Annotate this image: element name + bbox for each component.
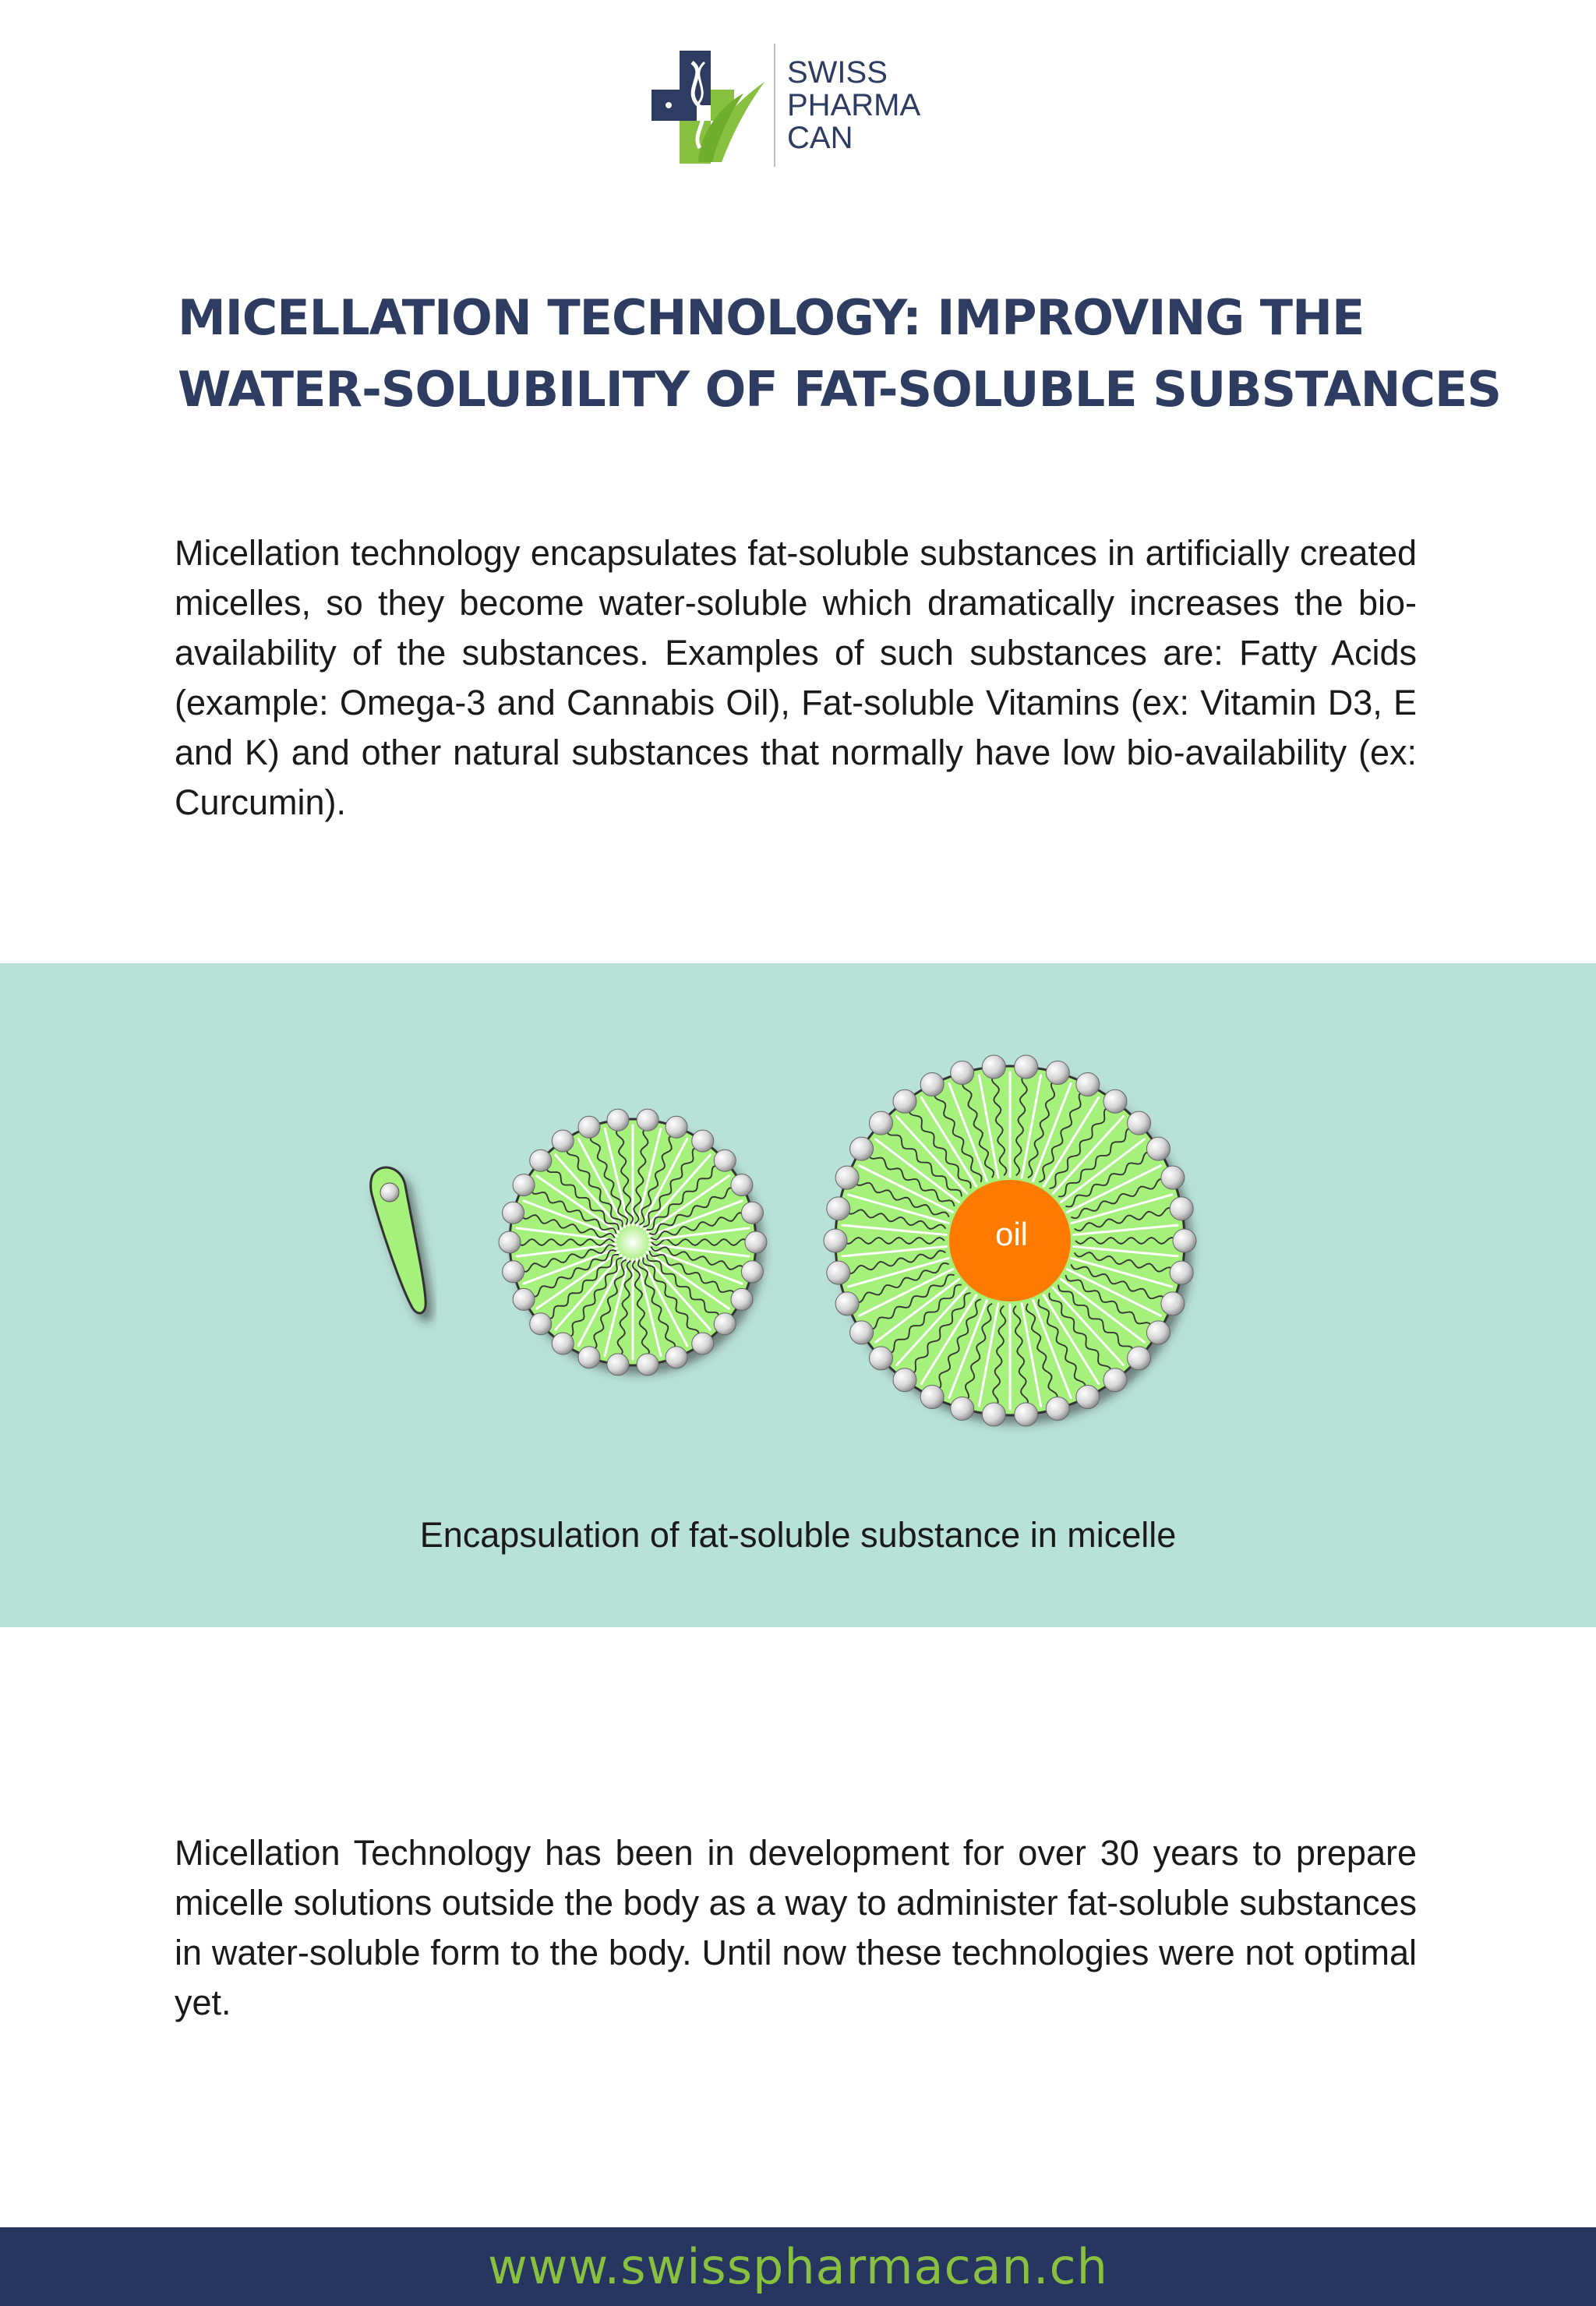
brand-name-line-3: CAN [787, 121, 853, 155]
diagram-caption: Encapsulation of fat-soluble substance in micelle [419, 1515, 1177, 1555]
molecule-icon [371, 1167, 425, 1313]
brand-name-line-1: SWISS [787, 55, 888, 90]
logo-divider [774, 44, 775, 167]
page-title [178, 282, 1501, 426]
footer-website-link[interactable]: www.swisspharmacan.ch [488, 2238, 1108, 2295]
cross-leaf-logo-icon [651, 47, 768, 164]
history-paragraph: Micellation Technology has been in development for over 30 years to prepare micelle solutions outside the body as a way to administer fat-soluble substances in water-soluble form to the body. Until now these technologies were not optimal yet. [175, 1833, 1417, 2022]
title-line-1: MICELLATION TECHNOLOGY: IMPROVING THE [178, 289, 1365, 346]
diagram-band [0, 963, 1596, 1627]
footer-bar [0, 2227, 1596, 2306]
brand-logo [651, 39, 948, 171]
title-line-2: WATER-SOLUBILITY OF FAT-SOLUBLE SUBSTANCES [178, 361, 1501, 418]
brand-name [787, 56, 920, 154]
brand-name-line-2: PHARMA [787, 88, 921, 122]
micelle-icon [499, 1109, 767, 1375]
oil-label: oil [994, 1216, 1029, 1252]
intro-paragraph: Micellation technology encapsulates fat-soluble substances in artificially created micelles, so they become water-soluble which dramatically increases the bio-availability of the substances. Examples of such substances are: Fatty Acids (example: Omega-3 and Cannabis Oil), Fat-soluble Vitamins (ex: Vitamin D3, E and K) and other natural substances that normally have low bio-availability (ex: Curcumin). [175, 533, 1417, 822]
